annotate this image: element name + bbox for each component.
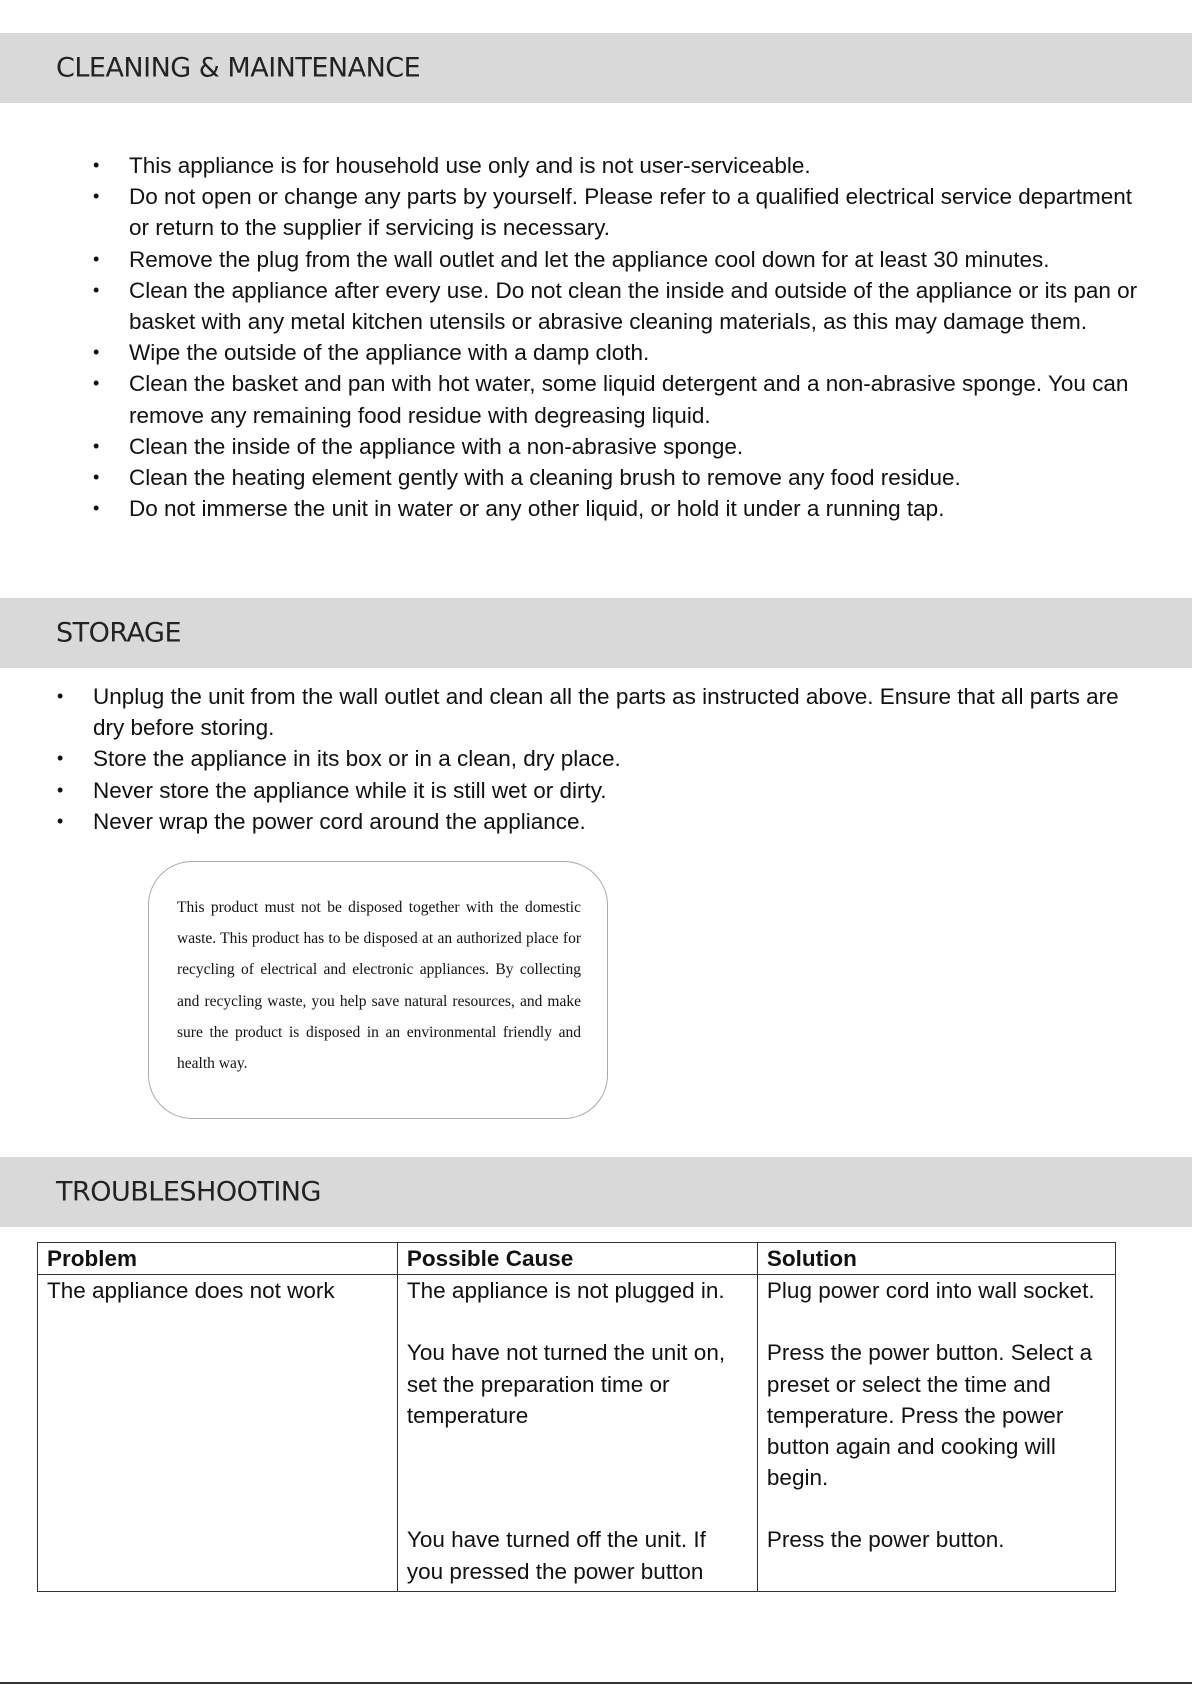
list-item: • This appliance is for household use only and is not user-serviceable. — [129, 150, 1139, 181]
troubleshooting-title: TROUBLESHOOTING — [56, 1176, 321, 1208]
table-cell-problem — [38, 1493, 398, 1591]
table-cell-problem: The appliance does not work — [38, 1275, 398, 1307]
disposal-notice-text: This product must not be disposed together with the domestic waste. This product has to be disposed at an authorized place for recycling of electrical and electronic appliances. By collecting and recycling waste, you help save natural resources, and make sure the product is disposed in an environmental friendly and health way. — [177, 899, 581, 1073]
list-item: • Store the appliance in its box or in a clean, dry place. — [93, 743, 1138, 774]
table-row — [38, 1493, 1116, 1591]
list-item: • Never wrap the power cord around the appliance. — [93, 806, 1138, 837]
list-item: • Remove the plug from the wall outlet and let the appliance cool down for at least 30 minutes. — [129, 244, 1139, 275]
list-item: • Wipe the outside of the appliance with a damp cloth. — [129, 337, 1139, 368]
cleaning-title: CLEANING & MAINTENANCE — [56, 52, 421, 84]
table-cell-solution: Press the power button. Select a preset or select the time and temperature. Press the power button again and cooking will begin. — [757, 1306, 1115, 1493]
header-problem: Problem — [38, 1243, 398, 1275]
list-item: • Never store the appliance while it is still wet or dirty. — [93, 775, 1138, 806]
storage-header-band — [0, 598, 1192, 668]
table-cell-problem — [38, 1306, 398, 1493]
list-item: • Unplug the unit from the wall outlet and clean all the parts as instructed above. Ensure that all parts are dry before storing. — [93, 681, 1138, 743]
header-possible-cause: Possible Cause — [397, 1243, 757, 1275]
page-bottom-rule — [0, 1682, 1192, 1684]
list-item: • Clean the heating element gently with a cleaning brush to remove any food residue. — [129, 462, 1139, 493]
table-cell-cause: You have not turned the unit on, set the preparation time or temperature — [397, 1306, 757, 1493]
storage-list — [93, 681, 1138, 837]
storage-title: STORAGE — [56, 617, 182, 649]
header-solution: Solution — [757, 1243, 1115, 1275]
list-item: • Do not open or change any parts by yourself. Please refer to a qualified electrical service department or return to the supplier if servicing is necessary. — [129, 181, 1139, 243]
cleaning-header-band — [0, 33, 1192, 103]
cleaning-list — [129, 150, 1139, 524]
table-cell-solution: Plug power cord into wall socket. — [757, 1275, 1115, 1307]
table-row — [38, 1306, 1116, 1493]
disposal-notice-box — [148, 861, 608, 1119]
table-cell-solution: Press the power button. — [757, 1493, 1115, 1591]
list-item: • Clean the appliance after every use. Do not clean the inside and outside of the appliance or its pan or basket with any metal kitchen utensils or abrasive cleaning materials, as this may damage them. — [129, 275, 1139, 337]
table-cell-cause: You have turned off the unit. If you pressed the power button — [397, 1493, 757, 1591]
troubleshooting-table — [37, 1242, 1116, 1592]
troubleshooting-header-band — [0, 1157, 1192, 1227]
table-row — [38, 1275, 1116, 1307]
table-header-row — [38, 1243, 1116, 1275]
list-item: • Do not immerse the unit in water or any other liquid, or hold it under a running tap. — [129, 493, 1139, 524]
list-item: • Clean the inside of the appliance with a non-abrasive sponge. — [129, 431, 1139, 462]
list-item: • Clean the basket and pan with hot water, some liquid detergent and a non-abrasive sponge. You can remove any remaining food residue with degreasing liquid. — [129, 368, 1139, 430]
table-cell-cause: The appliance is not plugged in. — [397, 1275, 757, 1307]
